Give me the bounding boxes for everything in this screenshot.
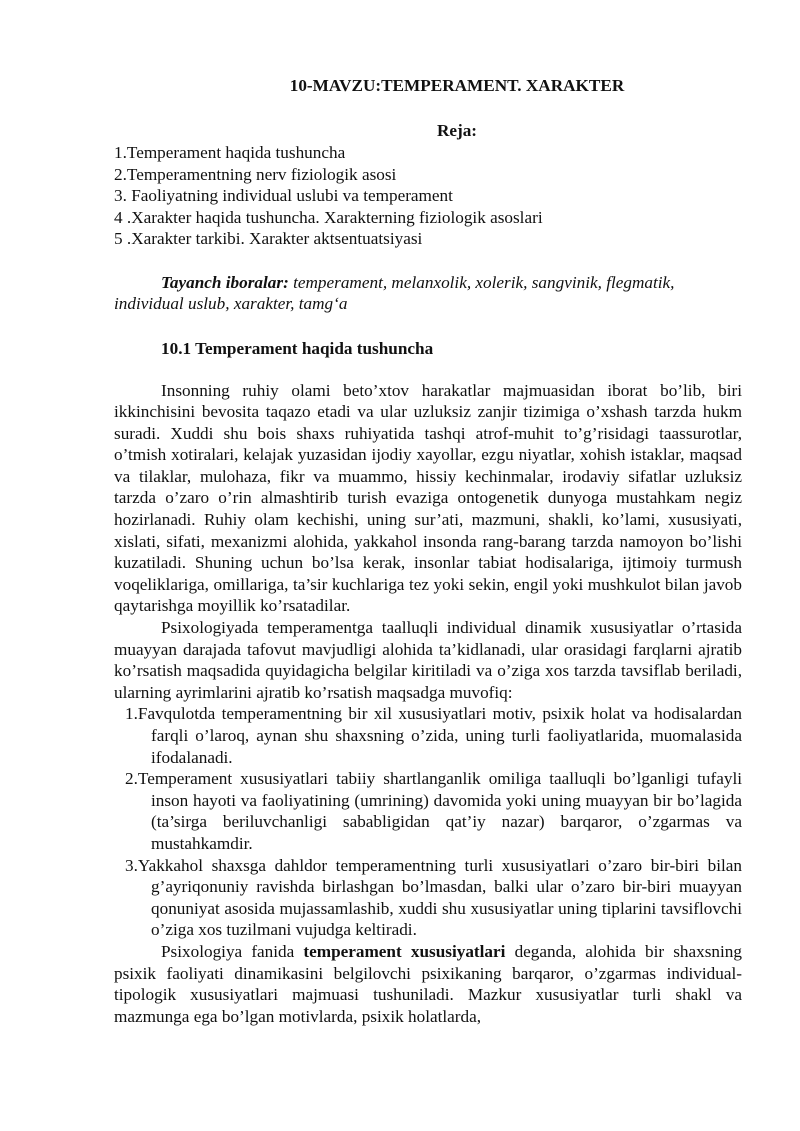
list-item xyxy=(114,768,742,854)
plan-heading: Reja: xyxy=(436,121,478,140)
plan-list xyxy=(114,142,742,250)
keywords-paragraph xyxy=(114,272,742,315)
plan-item: 2.Temperamentning nerv fiziologik asosi xyxy=(114,164,397,184)
list-item-number: 1. xyxy=(125,704,138,724)
list-item xyxy=(114,703,742,768)
list-item-number: 3. xyxy=(125,855,138,875)
plan-item: 1.Temperament haqida tushuncha xyxy=(114,143,346,162)
bold-term: temperament xususiyatlari xyxy=(303,941,506,961)
plan-item: 5 .Xarakter tarkibi. Xarakter aktsentuatsiyasi xyxy=(114,229,423,248)
list-item-text: Favqulotda temperamentning bir xil xususiyatlari motiv, psixik holat va hodisalardan farqli o’laroq, aynan shu shaxsning o’zida, uning turli faoliyatlarida, muomalasida ifodalanadi. xyxy=(137,704,742,767)
section-heading: 10.1 Temperament haqida tushuncha xyxy=(161,338,434,358)
body-paragraph: Psixologiyada temperamentga taalluqli individual dinamik xususiyatlar o’rtasida muayyan darajada tafovut mavjudligi alohida ta’kidlanadi, ular orasidagi farqlarni ajratib ko’rsatish maqsadida quyidagicha belgilar kiritiladi va o’ziga xos tarzda tavsiflab beriladi, ularning ayrimlarini ajratib ko’rsatish maqsadga muvofiq: xyxy=(114,618,742,702)
plan-item: 4 .Xarakter haqida tushuncha. Xarakterning fiziologik asoslari xyxy=(114,207,543,227)
body-paragraph: Insonning ruhiy olami beto’xtov harakatlar majmuasidan iborat bo’lib, biri ikkinchisini bevosita taqazo etadi va ular uzluksiz zanjir tizimiga o’xshash tarzda hukm suradi. Xuddi shu bois shaxs ruhiyatida tashqi atrof-muhit to’g’risidagi taassurotlar, o’tmish xotiralari, kelajak yuzasidan ijodiy xayollar, ezgu niyatlar, xohish istaklar, maqsad va tilaklar, mulohaza, fikr va muammo, hissiy kechinmalar, irodaviy sifatlar uzluksiz tarzda o’zaro o’rin almashtirib turish evaziga ontogenetik dunyoga mustahkam negiz hozirlanadi. Ruhiy olam kechishi, uning sur’ati, mazmuni, shakli, ko’lami, xususiyati, xislati, sifati, mexanizmi alohida, yakkahol insonda rang-barang tarzda namoyon bo’lishi kuzatiladi. Shuning uchun bo’lsa kerak, insonlar tabiat hodisalariga, ijtimoiy turmush voqeliklariga, omillariga, ta’sir kuchlariga tez yoki sekin, engil yoki mushkulot bilan javob qaytarishga moyillik ko’rsatadilar. xyxy=(114,380,742,616)
numbered-list xyxy=(114,703,742,941)
paragraph-text: Psixologiya fanida xyxy=(161,941,304,961)
plan-item: 3. Faoliyatning individual uslubi va temperament xyxy=(114,186,453,205)
body-paragraph xyxy=(114,941,742,1027)
document-page xyxy=(114,74,742,1027)
list-item-text: Yakkahol shaxsga dahldor temperamentning turli xususiyatlari o’zaro bir-biri bilan g’ayriqonuniy ravishda birlashgan bo’lmasdan, balki ular o’zaro bir-biri muayyan qonuniyat asosida mujassamlashib, xuddi shu xususiyatlar uning tiplarini tavsiflovchi o’ziga xos tuzilmani vujudga keltiradi. xyxy=(137,855,742,940)
list-item-text: Temperament xususiyatlari tabiiy shartlanganlik omiliga taalluqli bo’lganligi tufayli inson hayoti va faoliyatining (umrining) davomida yoki uning muayyan bir bo’lagida (ta’sirga beriluvchanligi sababligidan qat’iy nazar) barqaror, o’zgarmas va mustahkamdir. xyxy=(137,769,742,853)
list-item-number: 2. xyxy=(125,769,138,789)
keywords-text: temperament, melanxolik, xolerik, sangvinik, flegmatik, individual uslub, xarakter, tamg‘a xyxy=(114,272,675,313)
document-title: 10-MAVZU:TEMPERAMENT. XARAKTER xyxy=(289,76,625,95)
paragraph-text: deganda, alohida bir shaxsning psixik faoliyati dinamikasini belgilovchi psixikaning barqaror, o’zgarmas individual-tipologik xususiyatlari majmuasi tushuniladi. Mazkur xususiyatlar turli shakl va mazmunga ega bo’lgan motivlarda, psixik holatlarda, xyxy=(114,941,742,1026)
keywords-label: Tayanch iboralar: xyxy=(161,272,289,292)
list-item xyxy=(114,855,742,941)
